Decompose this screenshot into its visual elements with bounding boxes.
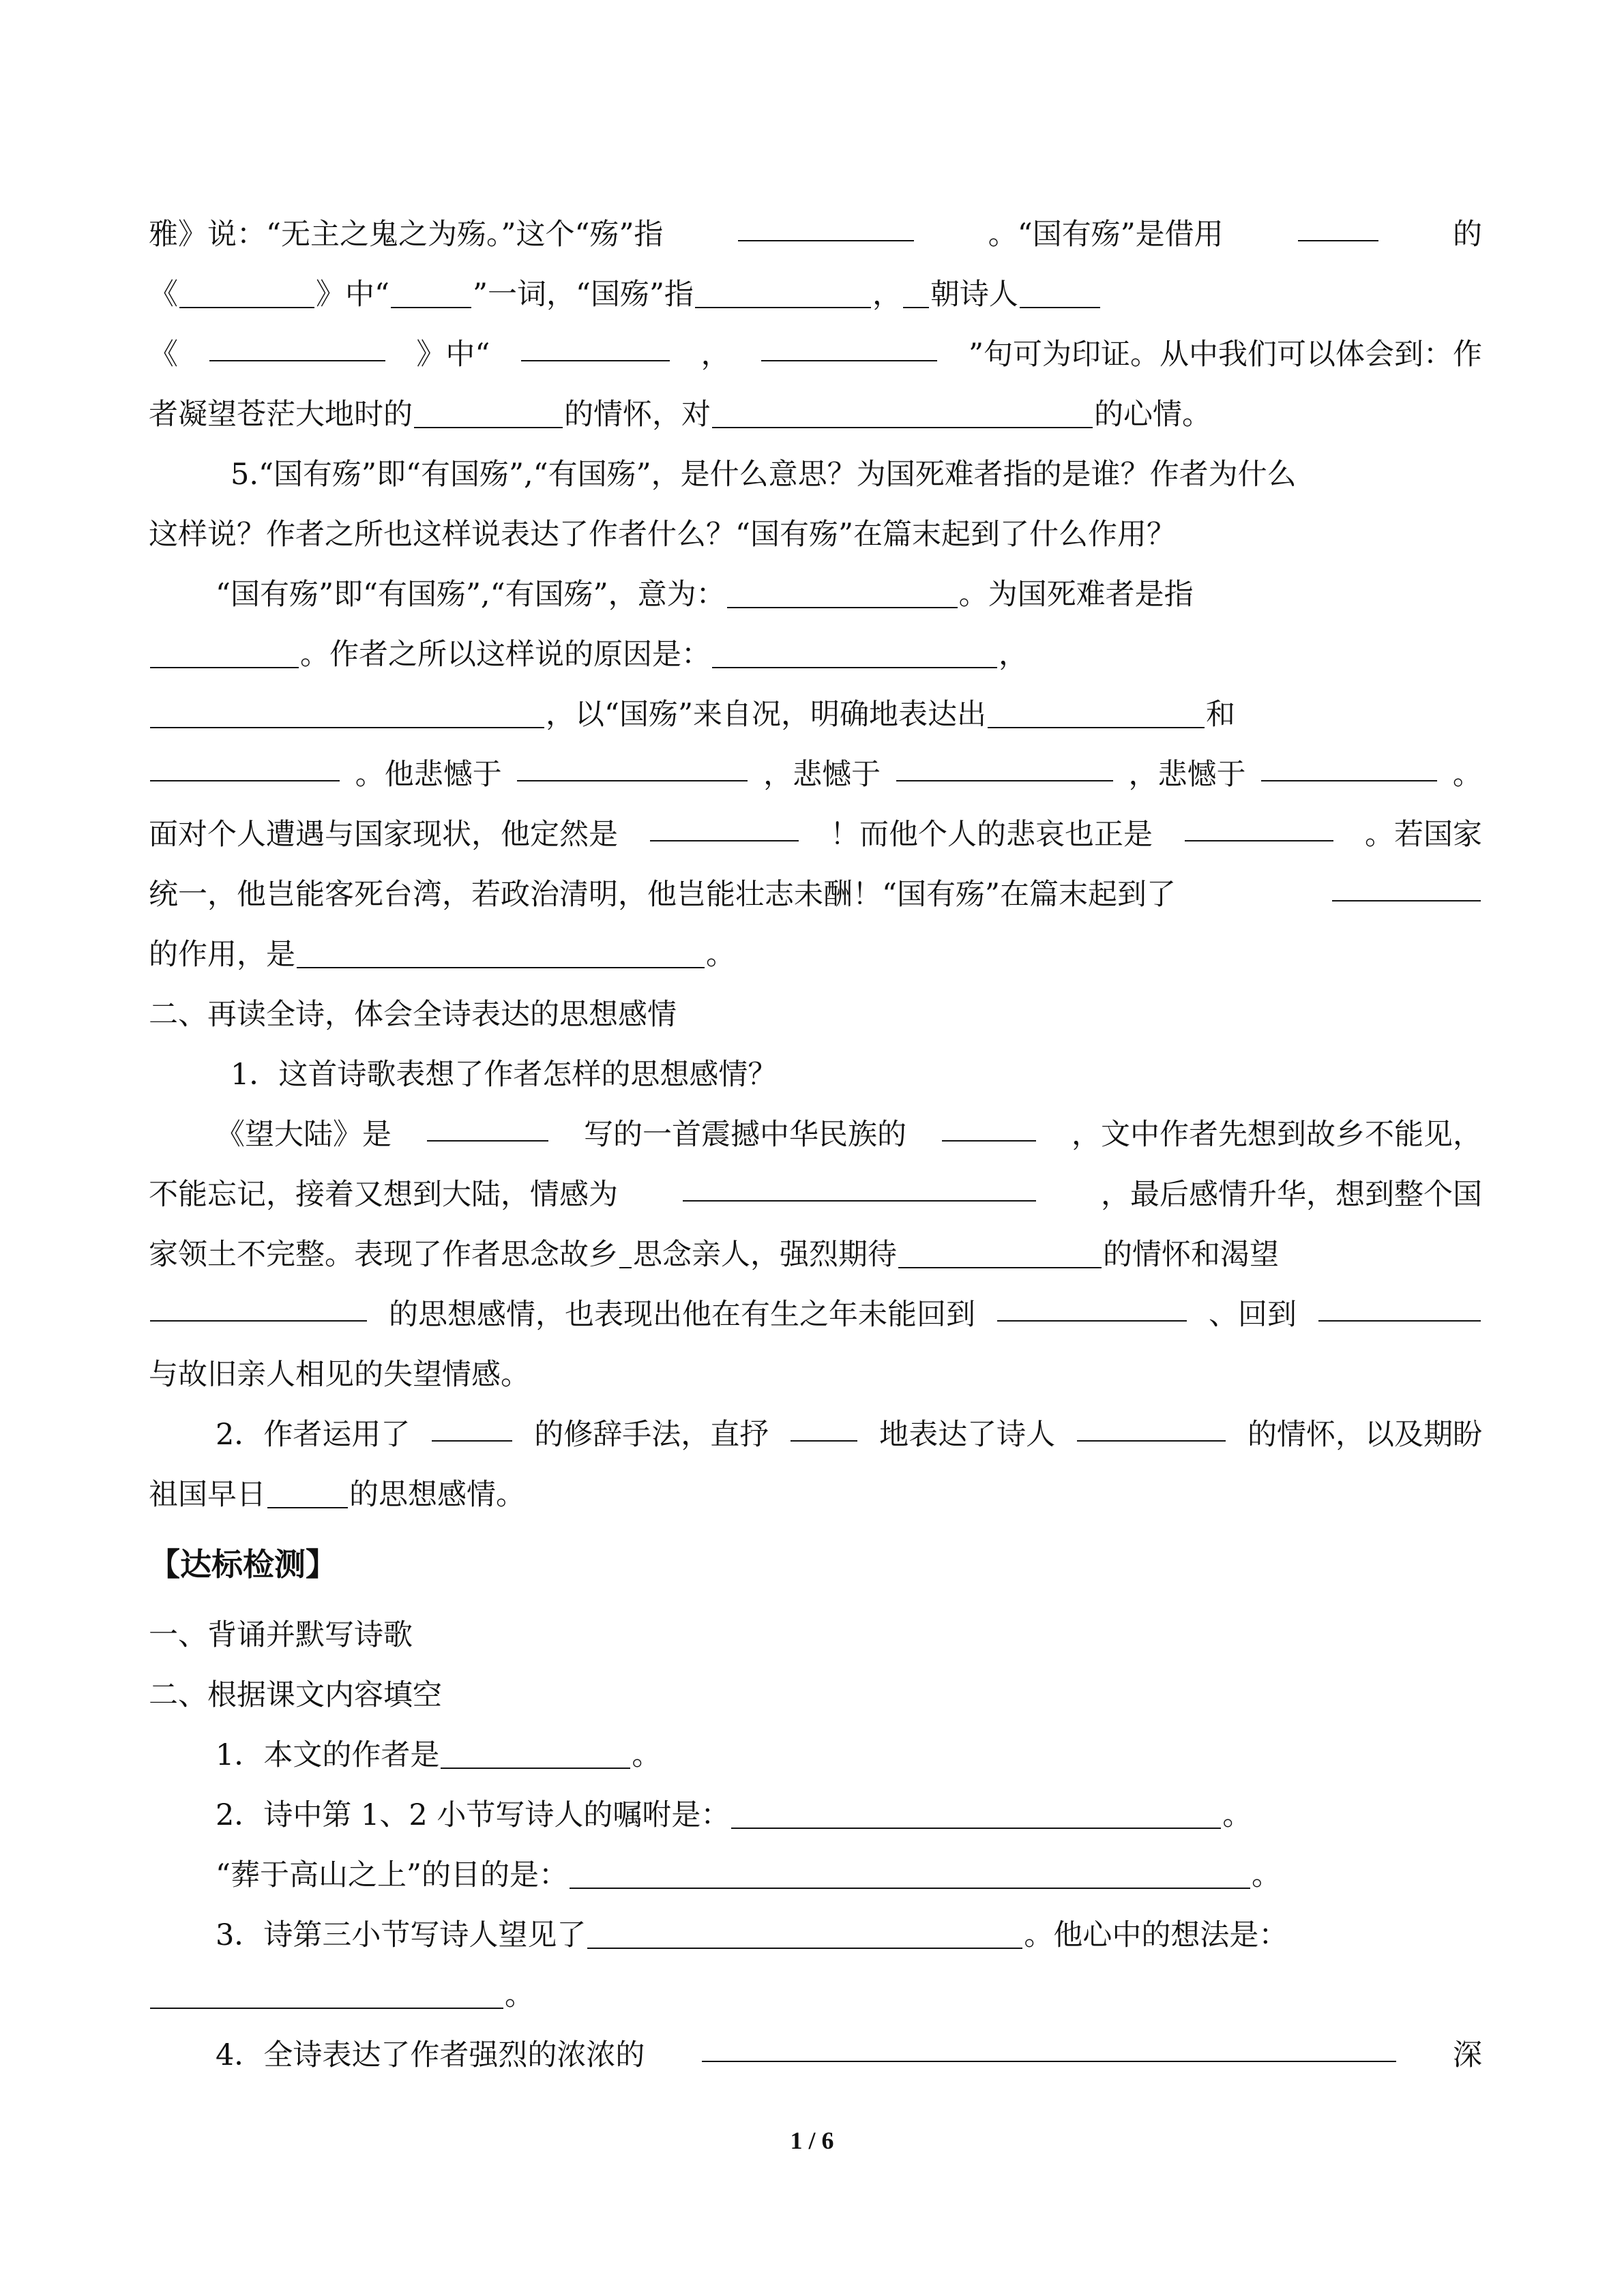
section-2-title: 二、再读全诗，体会全诗表达的思想感情 <box>149 998 677 1032</box>
q5-text: 统一，他岂能客死台湾，若政治清明，他岂能壮志未酬！“国有殇”在篇末起到了 <box>149 878 1176 912</box>
s2-text: ，最后感情升华，想到整个国 <box>1101 1178 1482 1212</box>
check-text: 。 <box>632 1738 662 1772</box>
blank-genre[interactable] <box>942 1105 1036 1142</box>
q5-text: 。作者之所以这样说的原因是： <box>300 638 711 672</box>
blank-meaning[interactable] <box>727 571 958 608</box>
blank-author-name[interactable] <box>441 1732 630 1769</box>
q5-text: ，悲憾于 <box>1128 758 1246 792</box>
q5-answer-line-3 <box>149 685 1482 745</box>
q4-text: 《 <box>149 278 178 312</box>
q5-text: 。若国家 <box>1365 818 1482 852</box>
blank-return-1[interactable] <box>997 1285 1187 1322</box>
q4-line-3 <box>149 325 1482 385</box>
check-question-1 <box>149 1725 1482 1785</box>
s2-text: 的情怀和渴望 <box>1103 1238 1279 1272</box>
q4-text: ， <box>872 278 902 312</box>
blank-thought[interactable] <box>150 1972 503 2009</box>
check-heading: 【达标检测】 <box>149 1546 337 1583</box>
check-question-3 <box>149 1905 1482 1965</box>
blank-quote-2[interactable] <box>761 325 937 361</box>
blank-strong-feeling[interactable] <box>702 2025 1396 2062</box>
q5-question-line-2: 这样说？作者之所也这样说表达了作者什么？“国有殇”在篇末起到了什么作用？ <box>149 518 1176 552</box>
q5-text: ，悲憾于 <box>763 758 881 792</box>
q4-text: ， <box>700 338 730 372</box>
blank-grief-1[interactable] <box>517 745 748 781</box>
q5-question-line-1: 5.“国有殇”即“有国殇”,“有国殇”，是什么意思？为国死难者指的是谁？作者为什么 <box>231 458 1297 492</box>
q5-answer-line-6 <box>149 865 1482 925</box>
q4-text: ”一词，“国殇”指 <box>472 278 694 312</box>
s2-text: 不能忘记，接着又想到大陆，情感为 <box>149 1178 618 1212</box>
blank-expect[interactable] <box>898 1232 1102 1268</box>
s2-text: 的情怀，以及期盼 <box>1247 1418 1482 1452</box>
q5-text: 和 <box>1205 698 1235 732</box>
check-item-1: 一、背诵并默写诗歌 <box>149 1618 413 1652</box>
check-text: 4．全诗表达了作者强烈的浓浓的 <box>216 2038 645 2072</box>
blank-word[interactable] <box>391 271 471 308</box>
check-text: 。 <box>1222 1798 1252 1832</box>
q4-text: 雅》说：“无主之鬼之为殇。”这个“殇”指 <box>149 218 664 252</box>
check-text: 1．本文的作者是 <box>216 1738 440 1772</box>
q4-line-1 <box>149 205 1482 265</box>
blank-guoshang-meaning[interactable] <box>695 271 871 308</box>
blank-comma[interactable] <box>619 1232 632 1268</box>
blank-who[interactable] <box>150 631 299 668</box>
q5-text: “国有殇”即“有国殇”,“有国殇”，意为： <box>216 578 726 612</box>
s2-text: 2．作者运用了 <box>216 1418 411 1452</box>
blank-reason[interactable] <box>712 631 997 668</box>
s2-text: 地表达了诗人 <box>879 1418 1056 1452</box>
s2-text: 思念亲人，强烈期待 <box>633 1238 897 1272</box>
q4-text: 的心情。 <box>1094 398 1211 432</box>
q4-text: 者凝望苍茫大地时的 <box>149 398 413 432</box>
blank-emotion[interactable] <box>683 1165 1036 1202</box>
q5-answer-line-2 <box>149 625 1482 685</box>
blank-purpose[interactable] <box>570 1852 1250 1889</box>
blank-role[interactable] <box>1332 865 1481 901</box>
section-2-answer-line-1 <box>149 1105 1482 1165</box>
blank-national-sorrow[interactable] <box>1185 805 1333 841</box>
section-2-question-1: 1．这首诗歌表想了作者怎样的思想感情？ <box>231 1058 778 1092</box>
blank-hope[interactable] <box>267 1472 348 1508</box>
blank-borrowed-from[interactable] <box>1298 205 1378 241</box>
q5-answer-line-5 <box>149 805 1482 865</box>
s2-text: 的思想感情，也表现出他在有生之年未能回到 <box>389 1298 975 1332</box>
section-2-question-2-line-2 <box>149 1465 1482 1525</box>
q5-text: ，以“国殇”来自况，明确地表达出 <box>546 698 986 732</box>
q4-text: 。“国有殇”是借用 <box>988 218 1224 252</box>
s2-text: 、回到 <box>1209 1298 1297 1332</box>
blank-poet[interactable] <box>1020 271 1100 308</box>
q5-text: 。 <box>706 938 735 972</box>
q5-text: ！而他个人的悲哀也正是 <box>830 818 1153 852</box>
blank-instruction[interactable] <box>731 1792 1221 1829</box>
q4-text: 》中“ <box>416 338 490 372</box>
blank-quote-1[interactable] <box>521 325 670 361</box>
check-text: 2．诗中第 1、2 小节写诗人的嘱咐是： <box>216 1798 730 1832</box>
blank-mood[interactable] <box>650 805 799 841</box>
blank-book-title[interactable] <box>179 271 314 308</box>
check-text: 。他心中的想法是： <box>1024 1918 1288 1952</box>
q4-text: 》中“ <box>316 278 389 312</box>
blank-shang-meaning[interactable] <box>738 205 914 241</box>
section-2-answer-line-4 <box>149 1285 1482 1345</box>
check-question-2 <box>149 1785 1482 1845</box>
blank-express-1[interactable] <box>988 691 1205 728</box>
check-text: “葬于高山之上”的目的是： <box>216 1858 568 1892</box>
blank-saw[interactable] <box>587 1912 1022 1949</box>
section-2-answer-line-3 <box>149 1225 1482 1285</box>
check-text: 3．诗第三小节写诗人望见了 <box>216 1918 587 1952</box>
blank-author[interactable] <box>427 1105 548 1142</box>
blank-express-2[interactable] <box>150 745 340 781</box>
blank-return-2[interactable] <box>1318 1285 1481 1322</box>
blank-reason-2[interactable] <box>150 691 544 728</box>
blank-manner[interactable] <box>791 1405 857 1442</box>
check-text: 。 <box>1251 1858 1281 1892</box>
blank-poem-title[interactable] <box>209 325 385 361</box>
q5-text: ， <box>999 638 1028 672</box>
blank-role-detail[interactable] <box>297 931 705 968</box>
blank-dynasty[interactable] <box>903 271 929 308</box>
q5-text: 面对个人遭遇与国家现状，他定然是 <box>149 818 618 852</box>
q4-text: 的情怀，对 <box>564 398 711 432</box>
blank-feeling[interactable] <box>414 391 563 428</box>
q4-text: 《 <box>149 338 178 372</box>
check-question-4 <box>149 2025 1482 2085</box>
q4-text: 朝诗人 <box>930 278 1018 312</box>
s2-text: 《望大陆》是 <box>216 1118 392 1152</box>
s2-text: 写的一首震撼中华民族的 <box>584 1118 906 1152</box>
blank-grief-2[interactable] <box>896 745 1113 781</box>
q4-text: ”句可为印证。从中我们可以体会到：作 <box>969 338 1482 372</box>
s2-text: ，文中作者先想到故乡不能见， <box>1072 1118 1482 1152</box>
q5-answer-line-1 <box>149 565 1482 625</box>
blank-longing[interactable] <box>150 1285 367 1322</box>
q5-text: 。他悲憾于 <box>355 758 502 792</box>
check-question-3b <box>149 1965 1482 2025</box>
q4-line-4 <box>149 385 1482 445</box>
section-2-answer-line-5: 与故旧亲人相见的失望情感。 <box>149 1358 530 1392</box>
s2-text: 家领土不完整。表现了作者思念故乡 <box>149 1238 618 1272</box>
blank-attitude[interactable] <box>712 391 1093 428</box>
check-text: 。 <box>505 1978 534 2012</box>
s2-text: 的思想感情。 <box>349 1478 525 1512</box>
worksheet-page <box>149 205 1482 2085</box>
q5-answer-line-4 <box>149 745 1482 805</box>
s2-text: 祖国早日 <box>149 1478 266 1512</box>
blank-grief-3[interactable] <box>1261 745 1437 781</box>
section-2-answer-line-2 <box>149 1165 1482 1225</box>
check-item-2: 二、根据课文内容填空 <box>149 1678 442 1712</box>
check-text: 深 <box>1452 2038 1482 2072</box>
blank-rhetoric[interactable] <box>432 1405 512 1442</box>
s2-text: 的修辞手法，直抒 <box>534 1418 769 1452</box>
q5-text: 。 <box>1452 758 1482 792</box>
q5-text: 。为国死难者是指 <box>958 578 1194 612</box>
q5-answer-line-7 <box>149 925 1482 985</box>
page-number: 1 / 6 <box>790 2127 834 2154</box>
q4-line-2 <box>149 265 1482 325</box>
blank-poet-feeling[interactable] <box>1077 1405 1226 1442</box>
q4-text: 的 <box>1452 218 1482 252</box>
q5-text: 的作用，是 <box>149 938 295 972</box>
check-question-2b <box>149 1845 1482 1905</box>
section-2-question-2 <box>149 1405 1482 1465</box>
